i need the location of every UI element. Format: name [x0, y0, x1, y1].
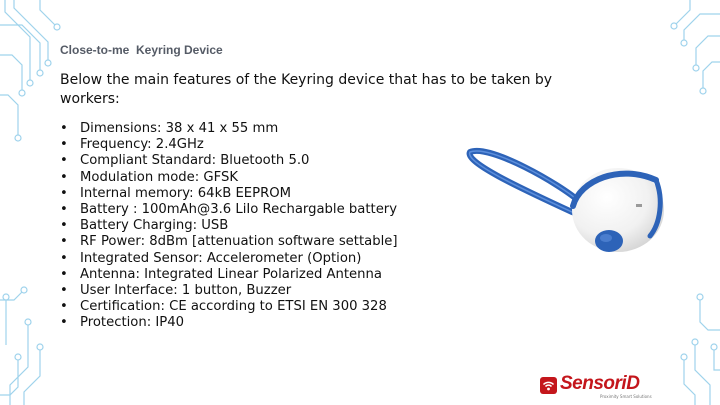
feature-text: Compliant Standard: Bluetooth 5.0 [80, 153, 310, 169]
list-item [60, 137, 398, 153]
feature-text: User Interface: 1 button, Buzzer [80, 283, 292, 299]
bullet-icon: • [60, 137, 68, 153]
bullet-icon: • [60, 121, 68, 136]
feature-text: Protection: IP40 [80, 315, 184, 331]
logo-tagline: Proximity Smart Solutions [600, 394, 652, 399]
feature-text: Modulation mode: GFSK [80, 169, 238, 185]
bullet-icon: • [60, 202, 68, 218]
bullet-icon: • [60, 266, 68, 282]
feature-text: Frequency: 2.4GHz [80, 137, 204, 153]
bullet-icon: • [60, 218, 68, 234]
list-item [60, 315, 398, 331]
bullet-icon: • [60, 153, 68, 169]
list-item [60, 186, 398, 202]
list-item [60, 218, 398, 234]
feature-text: Integrated Sensor: Accelerometer (Option) [80, 250, 362, 266]
bullet-icon: • [60, 250, 68, 266]
bullet-icon: • [60, 169, 68, 185]
list-item [60, 153, 398, 169]
list-item [60, 121, 398, 137]
bullet-icon: • [60, 185, 68, 201]
feature-list [60, 121, 398, 332]
bullet-icon: • [60, 315, 68, 331]
bullet-icon: • [60, 234, 68, 250]
keyring-device-image [460, 140, 670, 265]
logo-brand-text: SensoriD [560, 373, 640, 394]
sensorid-logo [540, 374, 660, 400]
list-item [60, 267, 398, 283]
list-item [60, 299, 398, 315]
feature-text: Antenna: Integrated Linear Polarized Antenna [80, 266, 382, 282]
list-item [60, 170, 398, 186]
slide-title: Close-to-me Keyring Device [60, 43, 223, 57]
list-item [60, 202, 398, 218]
bullet-icon: • [60, 283, 68, 299]
feature-text: Certification: CE according to ETSI EN 300 328 [80, 299, 387, 315]
bullet-icon: • [60, 299, 68, 315]
feature-text: Battery Charging: USB [80, 218, 229, 234]
feature-text: Internal memory: 64kB EEPROM [80, 185, 291, 201]
feature-text: Battery : 100mAh@3.6 LiIo Rechargable battery [80, 202, 398, 218]
intro-text: Below the main features of the Keyring device that has to be taken by workers: [60, 72, 553, 107]
list-item [60, 283, 398, 299]
feature-text: Dimensions: 38 x 41 x 55 mm [80, 121, 279, 136]
list-item [60, 251, 398, 267]
wifi-logo-icon [540, 377, 557, 394]
list-item [60, 234, 398, 250]
feature-text: RF Power: 8dBm [attenuation software settable] [80, 234, 398, 250]
